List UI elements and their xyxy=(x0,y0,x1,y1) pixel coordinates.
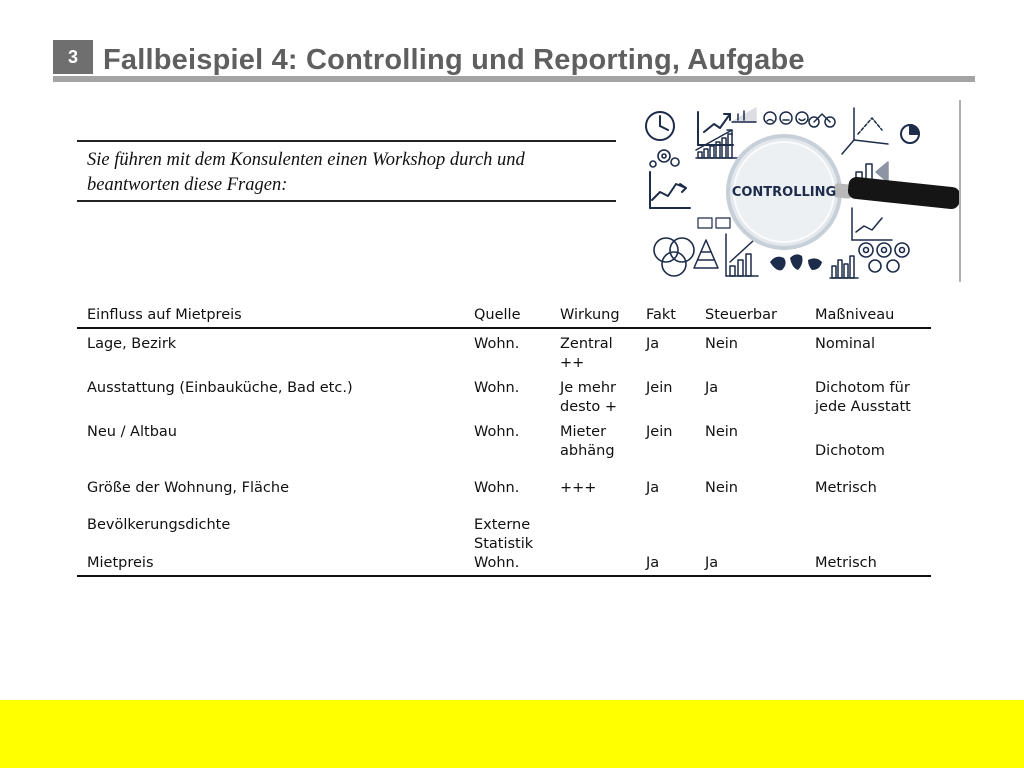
signal-bars-icon xyxy=(732,108,756,122)
cell-fakt: Jein xyxy=(646,424,673,440)
pyramid-icon xyxy=(694,240,718,268)
cell-wirkung: +++ xyxy=(560,480,597,496)
cell-massniveau: Dichotom für jede Ausstatt xyxy=(815,380,911,415)
cell-wirkung: Zentral ++ xyxy=(560,336,613,371)
table-row xyxy=(77,328,931,373)
controlling-illustration xyxy=(638,100,962,282)
cell-einfluss: Ausstattung (Einbauküche, Bad etc.) xyxy=(87,380,353,396)
cell-wirkung xyxy=(550,554,636,576)
line-chart-icon xyxy=(650,172,690,208)
header-massniveau: Maßniveau xyxy=(805,303,931,328)
table-row xyxy=(77,473,931,510)
gears-icon xyxy=(650,150,679,167)
gears-cluster-icon xyxy=(859,243,909,272)
notes-icon xyxy=(698,218,730,228)
cell-wirkung: Je mehr desto + xyxy=(560,380,617,415)
cell-fakt: Ja xyxy=(636,554,695,576)
header-steuerbar: Steuerbar xyxy=(695,303,805,328)
header-wirkung: Wirkung xyxy=(550,303,636,328)
cell-einfluss: Größe der Wohnung, Fläche xyxy=(87,480,289,496)
controlling-sketch-svg xyxy=(638,100,962,282)
cell-massniveau: Nominal xyxy=(815,336,875,352)
cell-steuerbar: Nein xyxy=(705,424,738,440)
cell-einfluss: Lage, Bezirk xyxy=(87,336,177,352)
cell-fakt: Jein xyxy=(646,380,673,396)
table-row xyxy=(77,510,931,554)
world-map-icon xyxy=(770,254,822,270)
cell-wirkung xyxy=(550,510,636,554)
header-quelle: Quelle xyxy=(464,303,550,328)
cell-quelle: Externe Statistik xyxy=(474,517,534,552)
slide-number-badge: 3 xyxy=(53,40,93,74)
cell-fakt xyxy=(636,510,695,554)
intro-text xyxy=(87,148,612,198)
cell-massniveau: Dichotom xyxy=(815,443,885,459)
cell-steuerbar: Nein xyxy=(705,480,738,496)
cell-massniveau: Metrisch xyxy=(805,554,931,576)
header-fakt: Fakt xyxy=(636,303,695,328)
table-row xyxy=(77,373,931,417)
image-divider xyxy=(959,100,961,282)
intro-line-1: Sie führen mit dem Konsulenten einen Workshop durch und xyxy=(87,150,525,170)
cell-einfluss: Neu / Altbau xyxy=(87,424,177,440)
cell-fakt: Ja xyxy=(646,480,660,496)
cell-steuerbar: Ja xyxy=(695,554,805,576)
table-row xyxy=(77,417,931,473)
smiley-faces-icon xyxy=(764,112,808,124)
intro-text-box xyxy=(77,140,616,202)
magnifying-glass-icon xyxy=(728,136,961,248)
cell-massniveau: Metrisch xyxy=(815,480,877,496)
cell-fakt: Ja xyxy=(646,336,660,352)
cell-quelle: Wohn. xyxy=(474,336,520,352)
cell-steuerbar: Nein xyxy=(705,336,738,352)
table-row xyxy=(77,554,931,576)
title-underline-bar xyxy=(53,76,975,82)
controlling-label: CONTROLLING xyxy=(731,185,837,200)
currency-chart-icon xyxy=(852,208,892,240)
efficiency-axes-icon xyxy=(842,108,888,154)
mietpreis-table xyxy=(77,303,931,577)
table-header-row xyxy=(77,303,931,328)
intro-line-2: beantworten diese Fragen: xyxy=(87,175,288,195)
cell-massniveau xyxy=(805,510,931,554)
cell-einfluss: Mietpreis xyxy=(77,554,464,576)
cell-quelle: Wohn. xyxy=(474,480,520,496)
cell-wirkung: Mieter abhäng xyxy=(560,424,615,459)
cell-quelle: Wohn. xyxy=(474,380,520,396)
clock-icon xyxy=(646,112,674,140)
cell-quelle: Wohn. xyxy=(474,424,520,440)
cell-quelle: Wohn. xyxy=(464,554,550,576)
venn-diagram-icon xyxy=(654,238,694,276)
pie-chart-icon xyxy=(901,125,919,143)
cell-einfluss: Bevölkerungsdichte xyxy=(87,517,231,533)
cell-steuerbar xyxy=(695,510,805,554)
goals-icon xyxy=(809,114,835,127)
bottom-bar-chart-icon xyxy=(830,256,858,278)
footer-yellow-band xyxy=(0,700,1024,768)
cell-steuerbar: Ja xyxy=(705,380,719,396)
slide-title: Fallbeispiel 4: Controlling und Reporting, Aufgabe xyxy=(103,44,805,76)
header-einfluss: Einfluss auf Mietpreis xyxy=(77,303,464,328)
